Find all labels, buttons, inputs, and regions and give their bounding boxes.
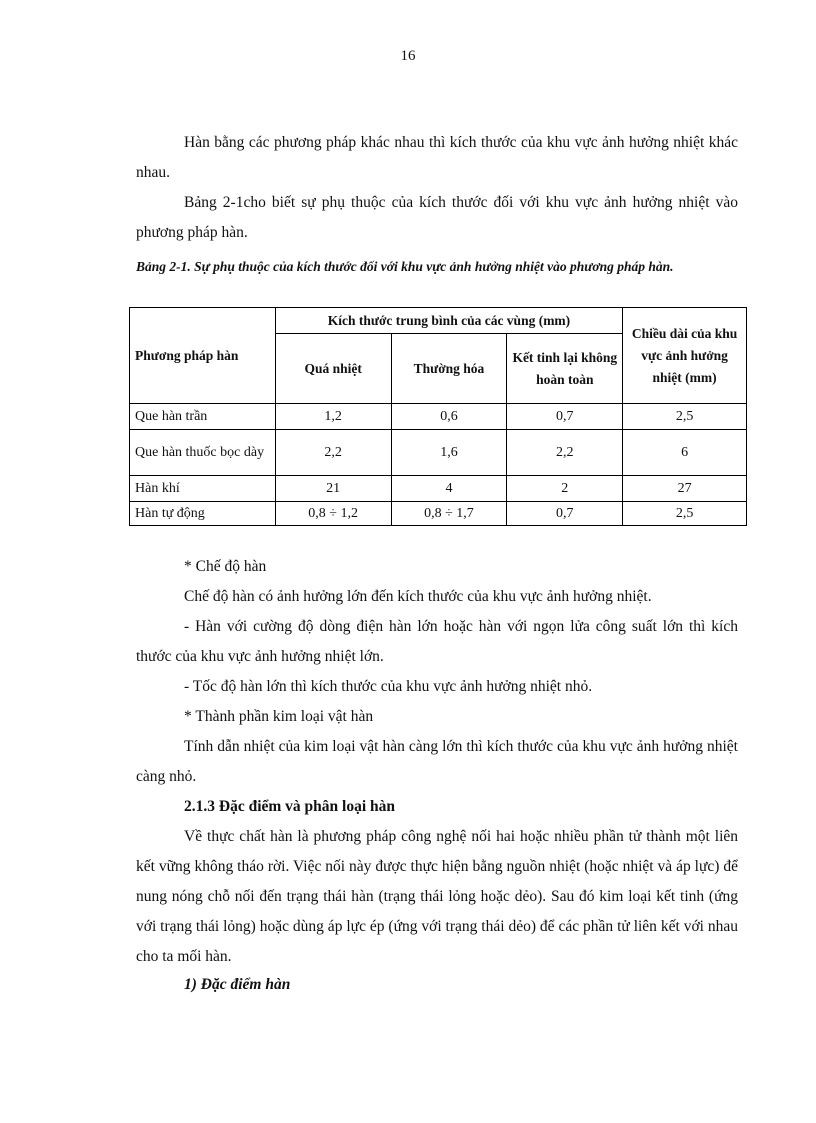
table-row [130, 476, 747, 502]
header-recrystallize: Kết tinh lại không hoàn toàn [507, 334, 623, 404]
cell-method: Que hàn thuốc bọc dày [130, 430, 276, 476]
table-caption-text: Sự phụ thuộc của kích thước đối với khu vực ảnh hưởng nhiệt vào phương pháp hàn. [190, 259, 674, 274]
subheading-welding-features: 1) Đặc điểm hàn [184, 976, 291, 993]
paragraph-current: - Hàn với cường độ dòng điện hàn lớn hoặc hàn với ngọn lửa công suất lớn thì kích thước của khu vực ảnh hưởng nhiệt lớn. [136, 618, 738, 665]
intro-paragraph-2: Bảng 2-1cho biết sự phụ thuộc của kích thước đối với khu vực ảnh hưởng nhiệt vào phương pháp hàn. [136, 194, 738, 241]
cell-method: Hàn khí [130, 476, 276, 502]
cell-normalize: 0,6 [391, 404, 507, 430]
cell-overheat: 21 [275, 476, 391, 502]
haz-size-table [129, 307, 747, 526]
table-caption-label: Bảng 2-1. [136, 259, 191, 274]
table-caption [136, 253, 736, 281]
cell-normalize: 0,8 ÷ 1,7 [391, 502, 507, 526]
table-row [130, 404, 747, 430]
cell-normalize: 1,6 [391, 430, 507, 476]
cell-overheat: 1,2 [275, 404, 391, 430]
header-normalize: Thường hóa [391, 334, 507, 404]
cell-recrystallize: 2,2 [507, 430, 623, 476]
paragraph-speed: - Tốc độ hàn lớn thì kích thước của khu vực ảnh hưởng nhiệt nhỏ. [184, 678, 593, 695]
cell-overheat: 2,2 [275, 430, 391, 476]
heading-welding-mode: * Chế độ hàn [184, 558, 267, 575]
header-overheat: Quá nhiệt [275, 334, 391, 404]
cell-normalize: 4 [391, 476, 507, 502]
paragraph-conductivity: Tính dẫn nhiệt của kim loại vật hàn càng lớn thì kích thước của khu vực ảnh hưởng nhiệt càng nhỏ. [136, 738, 738, 785]
cell-recrystallize: 0,7 [507, 502, 623, 526]
heading-material: * Thành phần kim loại vật hàn [184, 708, 374, 725]
cell-recrystallize: 0,7 [507, 404, 623, 430]
intro-paragraph-1: Hàn bằng các phương pháp khác nhau thì kích thước của khu vực ảnh hưởng nhiệt khác nhau. [136, 134, 738, 181]
cell-length: 2,5 [623, 502, 747, 526]
header-method: Phương pháp hàn [130, 308, 276, 404]
cell-length: 6 [623, 430, 747, 476]
cell-overheat: 0,8 ÷ 1,2 [275, 502, 391, 526]
cell-method: Hàn tự động [130, 502, 276, 526]
page-number: 16 [400, 48, 416, 64]
section-heading-2-1-3: 2.1.3 Đặc điểm và phân loại hàn [184, 798, 396, 815]
cell-length: 27 [623, 476, 747, 502]
paragraph-welding-nature: Về thực chất hàn là phương pháp công nghệ nối hai hoặc nhiều phần tử thành một liên kết vững không tháo rời. Việc nối này được thực hiện bằng nguồn nhiệt (hoặc nhiệt và áp lực) để nung nóng chỗ nối đến trạng thái hàn (trạng thái lỏng hoặc dẻo). Sau đó kim loại kết tinh (ứng với trạng thái lỏng) hoặc dùng áp lực ép (ứng với trạng thái dẻo) để các phần tử liên kết với nhau cho ta mối hàn. [136, 828, 738, 965]
table-row [130, 430, 747, 476]
cell-length: 2,5 [623, 404, 747, 430]
paragraph-welding-mode: Chế độ hàn có ảnh hưởng lớn đến kích thước của khu vực ảnh hưởng nhiệt. [184, 588, 652, 605]
cell-method: Que hàn trần [130, 404, 276, 430]
header-size-group: Kích thước trung bình của các vùng (mm) [275, 308, 622, 334]
header-length: Chiều dài của khu vực ảnh hưởng nhiệt (mm) [623, 308, 747, 404]
cell-recrystallize: 2 [507, 476, 623, 502]
table-row [130, 502, 747, 526]
